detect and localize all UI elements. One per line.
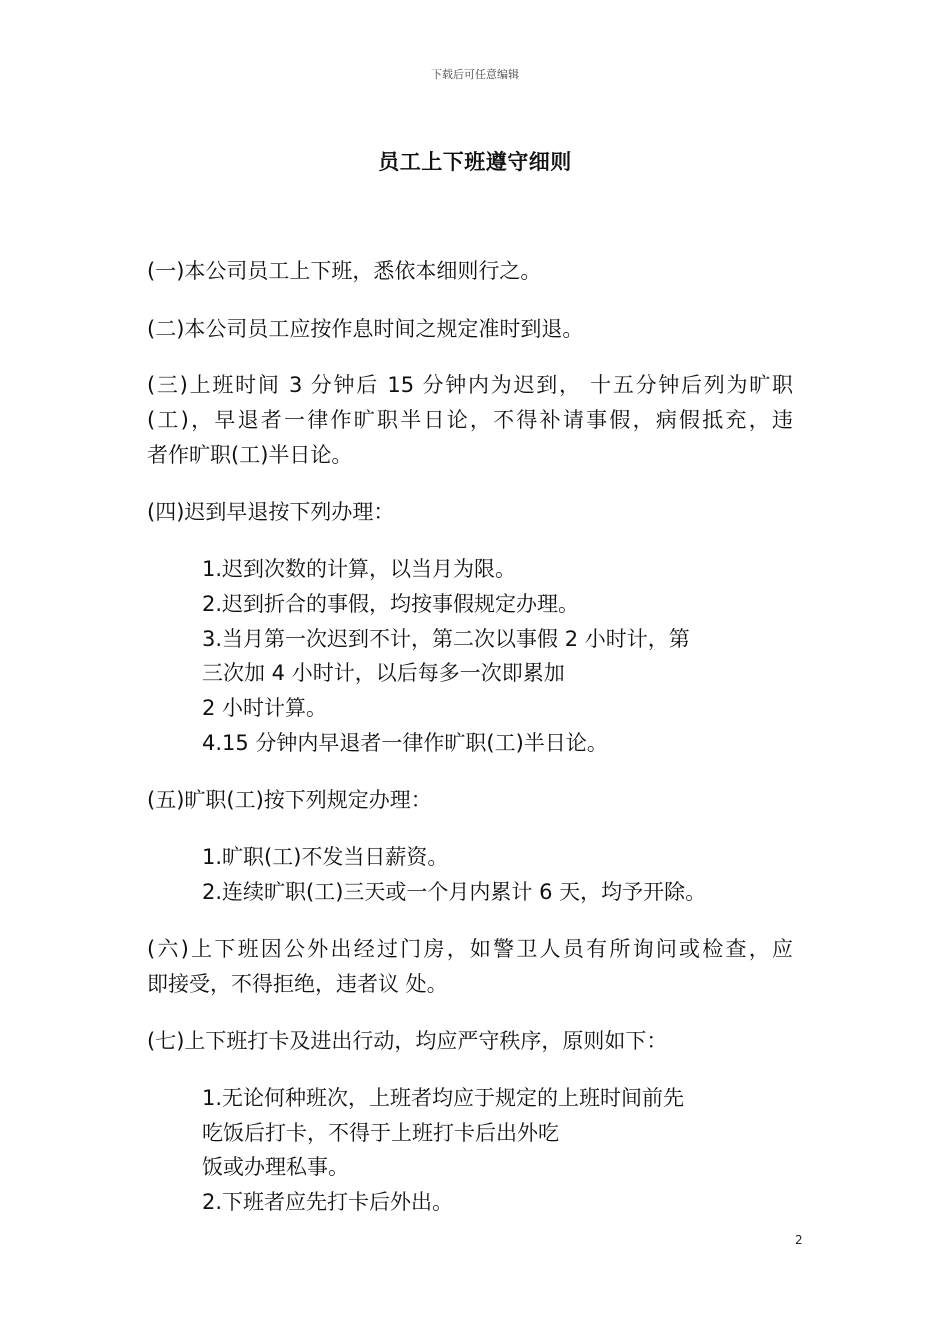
- clause-1: (一)本公司员工上下班，悉依本细则行之。: [147, 259, 542, 283]
- header-note: 下载后可任意编辑: [431, 68, 519, 81]
- clause-6-line-1: (六)上下班因公外出经过门房，如警卫人员有所询问或检查，应: [147, 937, 793, 961]
- clause-4-item-4: 4.15 分钟内早退者一律作旷职(工)半日论。: [202, 731, 608, 755]
- clause-4-item-3-line-1: 3.当月第一次迟到不计，第二次以事假 2 小时计，第: [202, 627, 690, 651]
- clause-7-item-1-line-2: 吃饭后打卡，不得于上班打卡后出外吃: [202, 1121, 559, 1145]
- clause-4-item-3-line-3: 2 小时计算。: [202, 696, 328, 720]
- page-number: 2: [795, 1233, 803, 1247]
- clause-4-item-3-line-2: 三次加 4 小时计，以后每多一次即累加: [202, 661, 565, 685]
- clause-7-item-1-line-1: 1.无论何种班次，上班者均应于规定的上班时间前先: [202, 1086, 685, 1110]
- clause-3-line-1: (三)上班时间 3 分钟后 15 分钟内为迟到， 十五分钟后列为旷职: [147, 373, 793, 397]
- clause-5: (五)旷职(工)按下列规定办理：: [147, 788, 432, 812]
- document-title: 员工上下班遵守细则: [378, 150, 572, 174]
- clause-7: (七)上下班打卡及进出行动，均应严守秩序，原则如下：: [147, 1029, 668, 1053]
- clause-4-item-2: 2.迟到折合的事假，均按事假规定办理。: [202, 592, 580, 616]
- clause-7-item-2: 2.下班者应先打卡后外出。: [202, 1190, 454, 1214]
- clause-3-line-3: 者作旷职(工)半日论。: [147, 443, 353, 467]
- clause-3-line-2: (工)，早退者一律作旷职半日论，不得补请事假，病假抵充，违: [147, 408, 793, 432]
- clause-4-item-1: 1.迟到次数的计算，以当月为限。: [202, 557, 517, 581]
- clause-4: (四)迟到早退按下列办理：: [147, 500, 395, 524]
- clause-7-item-1-line-3: 饭或办理私事。: [202, 1155, 349, 1179]
- clause-6-line-2: 即接受，不得拒绝，违者议 处。: [147, 972, 448, 996]
- clause-2: (二)本公司员工应按作息时间之规定准时到退。: [147, 317, 584, 341]
- clause-5-item-2: 2.连续旷职(工)三天或一个月内累计 6 天，均予开除。: [202, 880, 707, 904]
- clause-5-item-1: 1.旷职(工)不发当日薪资。: [202, 845, 449, 869]
